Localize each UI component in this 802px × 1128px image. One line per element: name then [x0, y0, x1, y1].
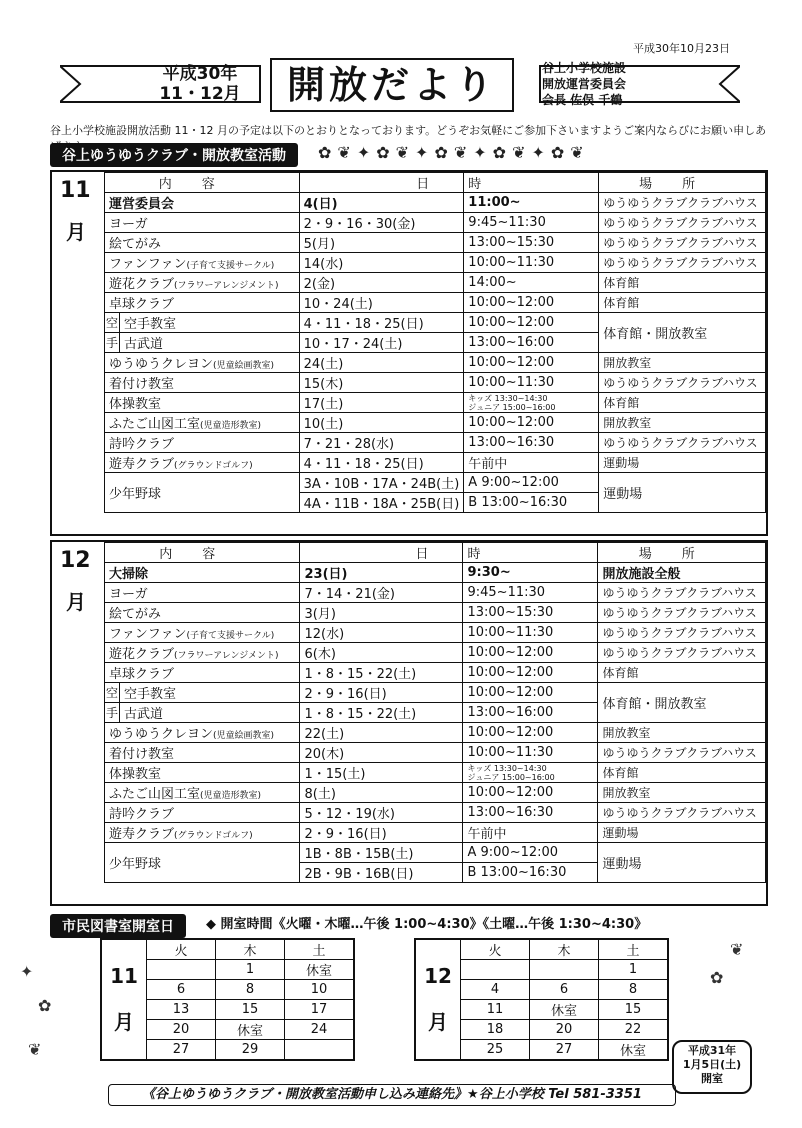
activity-place: 体育館: [599, 393, 766, 413]
calendar-cell: 8: [599, 980, 669, 1000]
header-row: [105, 543, 766, 563]
activity-date: 12(水): [300, 623, 463, 643]
activity-time: 午前中: [463, 823, 598, 843]
activity-date: 10(土): [299, 413, 464, 433]
activity-time: 10:00~12:00: [463, 783, 598, 803]
karate-label-top: 空: [105, 683, 120, 703]
activity-date: 17(土): [299, 393, 464, 413]
calendar-cell: 18: [461, 1020, 530, 1040]
activity-date: 7・14・21(金): [300, 583, 463, 603]
org-line-3: 会長 佐俣 千鶴: [542, 93, 623, 107]
table-row: [105, 603, 766, 623]
activity-date: 24(土): [299, 353, 464, 373]
activity-subtitle: (子育て支援サークル): [186, 261, 275, 271]
activity-date: 8(土): [300, 783, 463, 803]
activity-place: 開放教室: [598, 783, 766, 803]
activity-time: キッズ 13:30~14:30: [468, 393, 548, 403]
activity-place: 運動場: [599, 473, 766, 513]
activity-time: 10:00~12:00: [463, 683, 598, 703]
library-calendar-november: [100, 938, 355, 1061]
schedule-table: [104, 542, 766, 883]
schedule-table: [104, 172, 766, 513]
table-row: [105, 583, 766, 603]
activity-place: ゆうゆうクラブクラブハウス: [598, 583, 766, 603]
activity-date: 4・11・18・25(日): [299, 313, 464, 333]
november-schedule: [50, 170, 768, 536]
activity-time: 10:00~12:00: [463, 643, 598, 663]
calendar-cell: 8: [216, 980, 285, 1000]
header-row: [105, 173, 766, 193]
activity-time: B 13:00~16:30: [464, 493, 599, 513]
activity-time: 9:45~11:30: [464, 213, 599, 233]
activity-place: ゆうゆうクラブクラブハウス: [599, 233, 766, 253]
calendar-cell: 15: [216, 1000, 285, 1020]
header-time: 時: [463, 543, 598, 563]
weekday-label: 土: [599, 939, 669, 960]
activity-date: 2B・9B・16B(日): [300, 863, 463, 883]
activity-subtitle: (児童絵画教室): [213, 731, 275, 741]
activity-place: ゆうゆうクラブクラブハウス: [599, 193, 766, 213]
month-kanji: 月: [66, 220, 86, 244]
table-row: [105, 193, 766, 213]
calendar-cell: 10: [285, 980, 355, 1000]
flower-icon: ✿: [492, 143, 513, 162]
star-icon: ✦: [20, 962, 34, 981]
activity-name: 運営委員会: [109, 197, 175, 212]
activity-name: 絵てがみ: [109, 237, 162, 252]
banner-organization: [542, 60, 626, 108]
calendar-cell: [147, 960, 216, 980]
activity-name: ヨーガ: [109, 217, 148, 232]
calendar-cell: 27: [147, 1040, 216, 1061]
activity-place: 体育館・開放教室: [599, 313, 766, 353]
activity-place: ゆうゆうクラブクラブハウス: [598, 803, 766, 823]
table-row: [105, 253, 766, 273]
activity-date: 2(金): [299, 273, 464, 293]
activity-time: A 9:00~12:00: [463, 843, 598, 863]
table-row: [105, 643, 766, 663]
decoration-row: [318, 143, 590, 162]
activity-place: 開放教室: [599, 353, 766, 373]
banner-period: [150, 64, 250, 104]
activity-name: 詩吟クラブ: [109, 437, 175, 452]
activity-time: 14:00~: [464, 273, 599, 293]
weekday-label: 木: [216, 939, 285, 960]
table-row: [105, 353, 766, 373]
calendar-cell: 1: [599, 960, 669, 980]
star-icon: ✦: [531, 143, 551, 162]
activity-time: 10:00~11:30: [464, 373, 599, 393]
activity-date: 15(木): [299, 373, 464, 393]
weekday-label: 土: [285, 939, 355, 960]
month-kanji: 月: [428, 1010, 448, 1034]
reopen-note: [672, 1040, 752, 1094]
calendar-cell: 休室: [285, 960, 355, 980]
activity-name: 古武道: [120, 703, 300, 723]
star-icon: ✦: [473, 143, 493, 162]
table-row: [105, 293, 766, 313]
calendar-cell: 4: [461, 980, 530, 1000]
banner-months: 11・12月: [159, 84, 241, 104]
header-place: 場所: [598, 543, 766, 563]
activity-date: 2・9・16(日): [300, 683, 463, 703]
activity-date: 4(日): [299, 193, 464, 213]
activity-date: 4A・11B・18A・25B(日): [299, 493, 464, 513]
activity-time: 10:00~12:00: [464, 413, 599, 433]
activity-name: 着付け教室: [109, 377, 175, 392]
month-kanji: 月: [114, 1010, 134, 1034]
table-row: [105, 413, 766, 433]
activity-name: 詩吟クラブ: [109, 807, 175, 822]
leaf-icon: ❦: [512, 143, 532, 162]
activity-date: 6(木): [300, 643, 463, 663]
activity-time: 10:00~12:00: [464, 353, 599, 373]
activity-date: 1B・8B・15B(土): [300, 843, 463, 863]
activity-date: 3(月): [300, 603, 463, 623]
title-banner: [60, 56, 740, 112]
table-row: [105, 233, 766, 253]
activity-date: 20(木): [300, 743, 463, 763]
activity-place: ゆうゆうクラブクラブハウス: [599, 253, 766, 273]
header-place: 場所: [599, 173, 766, 193]
weekday-label: 木: [530, 939, 599, 960]
activity-date: 3A・10B・17A・24B(土): [299, 473, 464, 493]
calendar-cell: 22: [599, 1020, 669, 1040]
calendar-cell: 11: [461, 1000, 530, 1020]
calendar-cell: 25: [461, 1040, 530, 1061]
activity-name: 着付け教室: [109, 747, 175, 762]
calendar-cell: 休室: [216, 1020, 285, 1040]
table-row: [105, 783, 766, 803]
table-row: [105, 843, 766, 863]
calendar-header-row: [415, 939, 668, 960]
activity-place: ゆうゆうクラブクラブハウス: [598, 603, 766, 623]
activity-name: ゆうゆうクレヨン: [109, 727, 214, 742]
intro-text: 谷上小学校施設開放活動 11・12 月の予定は以下のとおりとなっております。どうぞお気軽にご参加下さいますようご案内ならびにお願い申しあ: [50, 124, 767, 137]
table-row: [105, 273, 766, 293]
activity-place: ゆうゆうクラブクラブハウス: [599, 433, 766, 453]
activity-subtitle: (グラウンドゴルフ): [174, 831, 253, 841]
activity-time: 13:00~16:00: [463, 703, 598, 723]
activity-place: 体育館: [598, 763, 766, 783]
activity-date: 5(月): [299, 233, 464, 253]
table-row: [105, 313, 766, 333]
org-line-1: 谷上小学校施設: [542, 61, 627, 75]
calendar-cell: 休室: [599, 1040, 669, 1061]
activity-date: 1・8・15・22(土): [300, 703, 463, 723]
contact-footer: 《谷上ゆうゆうクラブ・開放教室活動申し込み連絡先》★谷上小学校 Tel 581-3351: [108, 1084, 676, 1106]
activity-name: 遊寿クラブ: [109, 457, 175, 472]
karate-label-bottom: 手: [105, 703, 120, 723]
activity-subtitle: (児童造形教室): [200, 791, 262, 801]
activity-time: 10:00~11:30: [463, 743, 598, 763]
activity-time: 13:00~16:00: [464, 333, 599, 353]
activity-place: 体育館: [599, 273, 766, 293]
leaf-icon: ❦: [453, 143, 474, 162]
activity-date: 14(水): [299, 253, 464, 273]
activity-place: ゆうゆうクラブクラブハウス: [598, 743, 766, 763]
activity-date: 10・24(土): [299, 293, 464, 313]
activity-place: ゆうゆうクラブクラブハウス: [599, 213, 766, 233]
activity-name: ふたご山図工室: [109, 787, 201, 802]
activity-time: 午前中: [464, 453, 599, 473]
activity-name: 絵てがみ: [109, 607, 162, 622]
activity-name: ファンファン: [109, 627, 187, 642]
calendar-cell: 1: [216, 960, 285, 980]
table-row: [105, 663, 766, 683]
calendar-cell: 休室: [530, 1000, 599, 1020]
header-content: 内容: [105, 173, 300, 193]
activity-name: 遊花クラブ: [109, 277, 175, 292]
calendar-cell: 6: [147, 980, 216, 1000]
activity-subtitle: (児童絵画教室): [213, 361, 275, 371]
table-row: [105, 803, 766, 823]
activity-place: 運動場: [599, 453, 766, 473]
header-date: 日: [299, 173, 464, 193]
month-number: 11: [110, 964, 138, 988]
table-row: [105, 563, 766, 583]
header-content: 内容: [105, 543, 300, 563]
activity-name: ファンファン: [109, 257, 187, 272]
leaf-icon: ❦: [730, 940, 744, 959]
activity-date: 7・21・28(水): [299, 433, 464, 453]
table-row: [105, 823, 766, 843]
activity-time: 10:00~12:00: [464, 313, 599, 333]
calendar-cell: 27: [530, 1040, 599, 1061]
calendar-cell: [285, 1040, 355, 1061]
table-row: [105, 683, 766, 703]
activity-name: 大掃除: [109, 567, 149, 582]
table-row: [105, 433, 766, 453]
activity-name: ゆうゆうクレヨン: [109, 357, 214, 372]
activity-date: 22(土): [300, 723, 463, 743]
month-number: 11: [60, 178, 91, 203]
flower-icon: ✿: [710, 968, 724, 987]
weekday-label: 火: [461, 939, 530, 960]
table-row: [105, 473, 766, 493]
activity-subtitle: (フラワーアレンジメント): [174, 651, 279, 661]
calendar-cell: 13: [147, 1000, 216, 1020]
calendar-header-row: [101, 939, 354, 960]
calendar-cell: 20: [147, 1020, 216, 1040]
activity-name: 体操教室: [109, 397, 162, 412]
activity-place: 体育館: [599, 293, 766, 313]
library-calendar-december: [414, 938, 669, 1061]
leaf-icon: ❦: [395, 143, 416, 162]
activity-time: キッズ 13:30~14:30: [467, 763, 547, 773]
activity-place: 開放教室: [598, 723, 766, 743]
activity-time: 10:00~11:30: [463, 623, 598, 643]
activities-heading: 谷上ゆうゆうクラブ・開放教室活動: [50, 143, 298, 167]
activity-subtitle: (グラウンドゴルフ): [174, 461, 253, 471]
activity-name: 卓球クラブ: [109, 297, 175, 312]
banner-year: 平成30年: [162, 64, 238, 84]
activity-time: 11:00~: [464, 193, 599, 213]
flower-icon: ✿: [434, 143, 454, 162]
activity-place: 開放施設全般: [598, 563, 766, 583]
calendar-cell: 6: [530, 980, 599, 1000]
month-number: 12: [60, 548, 91, 573]
org-line-2: 開放運営委員会: [542, 77, 627, 91]
activity-date: 23(日): [300, 563, 463, 583]
activity-name: 空手教室: [120, 313, 300, 333]
activity-date: 10・17・24(土): [299, 333, 464, 353]
note-status: 開室: [701, 1072, 723, 1085]
activity-name: 古武道: [120, 333, 300, 353]
activity-date: 5・12・19(水): [300, 803, 463, 823]
leaf-icon: ❦: [28, 1040, 42, 1059]
activity-name: 遊寿クラブ: [109, 827, 175, 842]
activity-name: 少年野球: [105, 843, 300, 883]
activity-date: 4・11・18・25(日): [299, 453, 464, 473]
activity-time: B 13:00~16:30: [463, 863, 598, 883]
activity-subtitle: (子育て支援サークル): [186, 631, 275, 641]
leaf-icon: ❦: [337, 143, 357, 162]
note-year: 平成31年: [687, 1044, 737, 1057]
activity-time: ジュニア 15:00~16:00: [467, 772, 555, 782]
note-date: 1月5日(土): [682, 1058, 742, 1071]
activity-time: 13:00~16:30: [463, 803, 598, 823]
star-icon: ✦: [356, 143, 377, 162]
month-kanji: 月: [66, 590, 86, 614]
table-row: [105, 743, 766, 763]
activity-place: ゆうゆうクラブクラブハウス: [598, 623, 766, 643]
activity-place: 体育館: [598, 663, 766, 683]
month-label: [52, 172, 104, 534]
month-number: 12: [424, 964, 452, 988]
activity-place: 運動場: [598, 843, 766, 883]
activity-date: 1・8・15・22(土): [300, 663, 463, 683]
issue-date: 平成30年10月23日: [633, 42, 730, 55]
activity-name: 体操教室: [109, 767, 162, 782]
activity-time: 13:00~15:30: [463, 603, 598, 623]
flower-icon: ✿: [376, 143, 396, 162]
month-label: [52, 542, 104, 904]
flower-icon: ✿: [318, 143, 338, 162]
activity-time: 10:00~12:00: [463, 663, 598, 683]
header-date: 日: [300, 543, 463, 563]
table-row: [105, 373, 766, 393]
table-row: [105, 213, 766, 233]
flower-icon: ✿: [38, 996, 52, 1015]
table-row: [105, 623, 766, 643]
activity-place: ゆうゆうクラブクラブハウス: [598, 643, 766, 663]
activity-name: 少年野球: [105, 473, 300, 513]
header-time: 時: [464, 173, 599, 193]
december-schedule: [50, 540, 768, 906]
activity-subtitle: (フラワーアレンジメント): [174, 281, 279, 291]
karate-label-top: 空: [105, 313, 120, 333]
activity-time: 10:00~12:00: [463, 723, 598, 743]
library-hours: ◆ 開室時間《火曜・木曜…午後 1:00~4:30》《土曜…午後 1:30~4:30》: [206, 917, 648, 932]
leaf-icon: ❦: [570, 143, 590, 162]
activity-date: 2・9・16・30(金): [299, 213, 464, 233]
activity-time: 13:00~16:30: [464, 433, 599, 453]
calendar-cell: 24: [285, 1020, 355, 1040]
flower-icon: ✿: [550, 143, 571, 162]
activity-date: 1・15(土): [300, 763, 463, 783]
activity-time: 13:00~15:30: [464, 233, 599, 253]
activity-place: 開放教室: [599, 413, 766, 433]
activity-place: 体育館・開放教室: [598, 683, 766, 723]
karate-label-bottom: 手: [105, 333, 120, 353]
calendar-cell: [461, 960, 530, 980]
table-row: [105, 393, 766, 413]
activity-time: A 9:00~12:00: [464, 473, 599, 493]
activity-name: 卓球クラブ: [109, 667, 175, 682]
activity-time: 9:30~: [463, 563, 598, 583]
activity-time: ジュニア 15:00~16:00: [468, 402, 556, 412]
activity-time: 10:00~12:00: [464, 293, 599, 313]
activity-time: 9:45~11:30: [463, 583, 598, 603]
activity-place: 運動場: [598, 823, 766, 843]
star-icon: ✦: [415, 143, 435, 162]
calendar-cell: 15: [599, 1000, 669, 1020]
calendar-cell: [530, 960, 599, 980]
page-title: 開放だより: [270, 58, 514, 112]
table-row: [105, 723, 766, 743]
calendar-cell: 17: [285, 1000, 355, 1020]
calendar-cell: 29: [216, 1040, 285, 1061]
activity-date: 2・9・16(日): [300, 823, 463, 843]
activity-name: 空手教室: [120, 683, 300, 703]
activity-name: 遊花クラブ: [109, 647, 175, 662]
activity-time: 10:00~11:30: [464, 253, 599, 273]
activity-name: ふたご山図工室: [109, 417, 201, 432]
activity-subtitle: (児童造形教室): [200, 421, 262, 431]
library-heading: 市民図書室開室日: [50, 914, 186, 938]
activity-name: ヨーガ: [109, 587, 148, 602]
calendar-cell: 20: [530, 1020, 599, 1040]
table-row: [105, 453, 766, 473]
table-row: [105, 763, 766, 783]
weekday-label: 火: [147, 939, 216, 960]
activity-place: ゆうゆうクラブクラブハウス: [599, 373, 766, 393]
